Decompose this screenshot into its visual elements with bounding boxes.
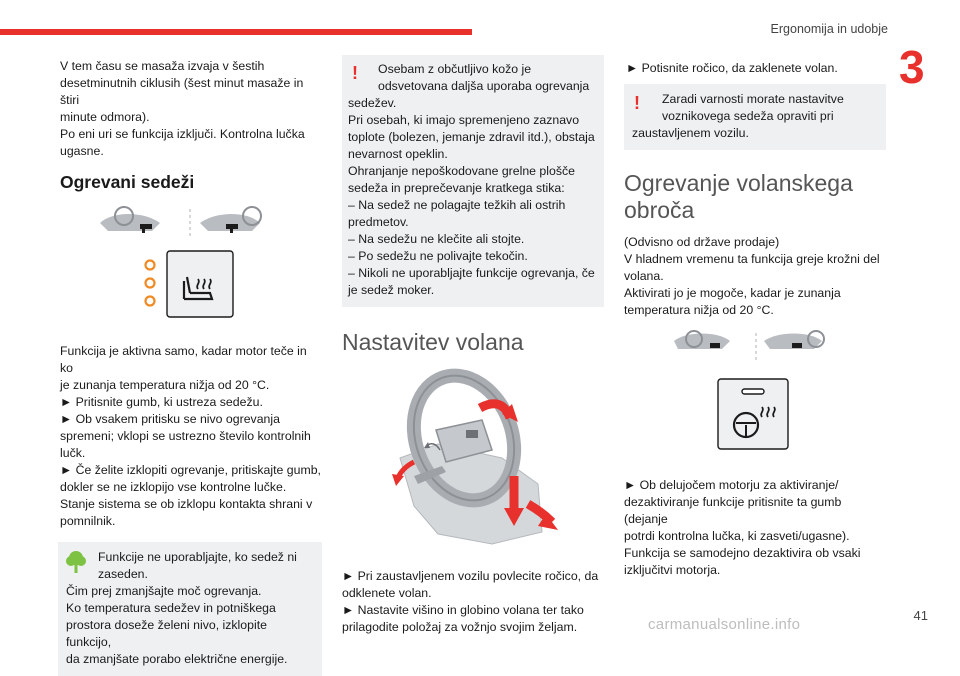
watermark: carmanualsonline.info bbox=[648, 616, 801, 633]
header-accent-bar bbox=[0, 29, 472, 35]
heated-seats-body: Funkcija je aktivna samo, kadar motor teče in ko je zunanja temperatura nižja od 20 °C. ► Pritisnite gumb, ki ustreza sedežu. ► Ob vsakem pritisku se nivo ogrevanja spremeni; vklopi se ustrezno število kontrolnih lučk. ► Če želite izklopiti ogrevanje, pritiskajte gumb, dokler se ne izklopijo vse kontrolne lučke. Stanje sistema se ob izklopu kontakta shrani v pomnilnik. bbox=[60, 344, 321, 528]
intro-text: V tem času se masaža izvaja v šestih desetminutnih ciklusih (šest minut masaže in štiri minute odmora). Po eni uri se funkcija izključi. Kontrolna lučka ugasne. bbox=[60, 59, 305, 158]
steering-wheel-icon bbox=[342, 366, 604, 548]
eco-tip-box: Funkcije ne uporabljajte, ko sedež ni zaseden. Čim prej zmanjšajte moč ogrevanja. Ko temperatura sedežev in potniškega prostora doseže želeni nivo, izklopite funkcijo, da zmanjšate porabo električne energije. bbox=[58, 542, 322, 676]
heading-heated-seats: Ogrevani sedeži bbox=[60, 172, 195, 192]
heated-steering-button-icon bbox=[624, 333, 886, 463]
heated-steering-body: (Odvisno od države prodaje) V hladnem vremenu ta funkcija greje krožni del volana. Aktivirati jo je mogoče, kadar je zunanja temperatura nižja od 20 °C. bbox=[624, 235, 880, 317]
exclamation-warning-icon: ! bbox=[352, 63, 358, 83]
heading-heated-steering: Ogrevanje volanskega obroča bbox=[624, 170, 853, 223]
warning-box-safety: ! Zaradi varnosti morate nastavitve voznikovega sedeža opraviti pri zaustavljenem vozilu. bbox=[624, 84, 886, 150]
lock-wheel-instruction: ► Potisnite ročico, da zaklenete volan. bbox=[626, 61, 838, 75]
steering-adjust-illustration bbox=[342, 366, 604, 548]
warning-box-skin: ! Osebam z občutljivo kožo je odsvetovana daljša uporaba ogrevanja sedežev. Pri osebah, ki imajo spremenjeno zaznavo toplote (bolezen, jemanje zdravil itd.), obstaja nevarnost opeklin. Ohranjanje nepoškodovane grelne plošče sedeža in preprečevanje kratkega stika: – Na sedež ne polagajte težkih ali ostrih predmetov. – Na sedežu ne klečite ali stojte. – Po sedežu ne polivajte tekočin. – Nikoli ne uporabljajte funkcije ogrevanja, če je sedež moker. bbox=[342, 55, 604, 307]
exclamation-warning-icon: ! bbox=[634, 93, 640, 113]
heated-seats-illustration bbox=[60, 203, 322, 329]
chapter-number: 3 bbox=[899, 41, 925, 93]
heading-steering-adjust: Nastavitev volana bbox=[342, 329, 524, 355]
heated-steering-illustration bbox=[624, 333, 886, 463]
section-title: Ergonomija in udobje bbox=[770, 22, 888, 36]
page-number: 41 bbox=[913, 608, 928, 623]
dashboard-seats-icon bbox=[60, 203, 322, 329]
heated-steering-instructions: ► Ob delujočem motorju za aktiviranje/ dezaktiviranje funkcije pritisnite ta gumb (dejanje potrdi kontrolna lučka, ki zasveti/ugasne). Funkcija se samodejno dezaktivira ob vsaki izključitvi motorja. bbox=[624, 478, 861, 577]
column-1 bbox=[60, 58, 322, 676]
column-3 bbox=[624, 60, 886, 579]
column-2 bbox=[342, 55, 604, 636]
leaf-eco-icon bbox=[66, 550, 86, 574]
steering-adjust-body: ► Pri zaustavljenem vozilu povlecite ročico, da odklenete volan. ► Nastavite višino in globino volana ter tako prilagodite položaj za vožnjo svojim željam. bbox=[342, 569, 599, 634]
